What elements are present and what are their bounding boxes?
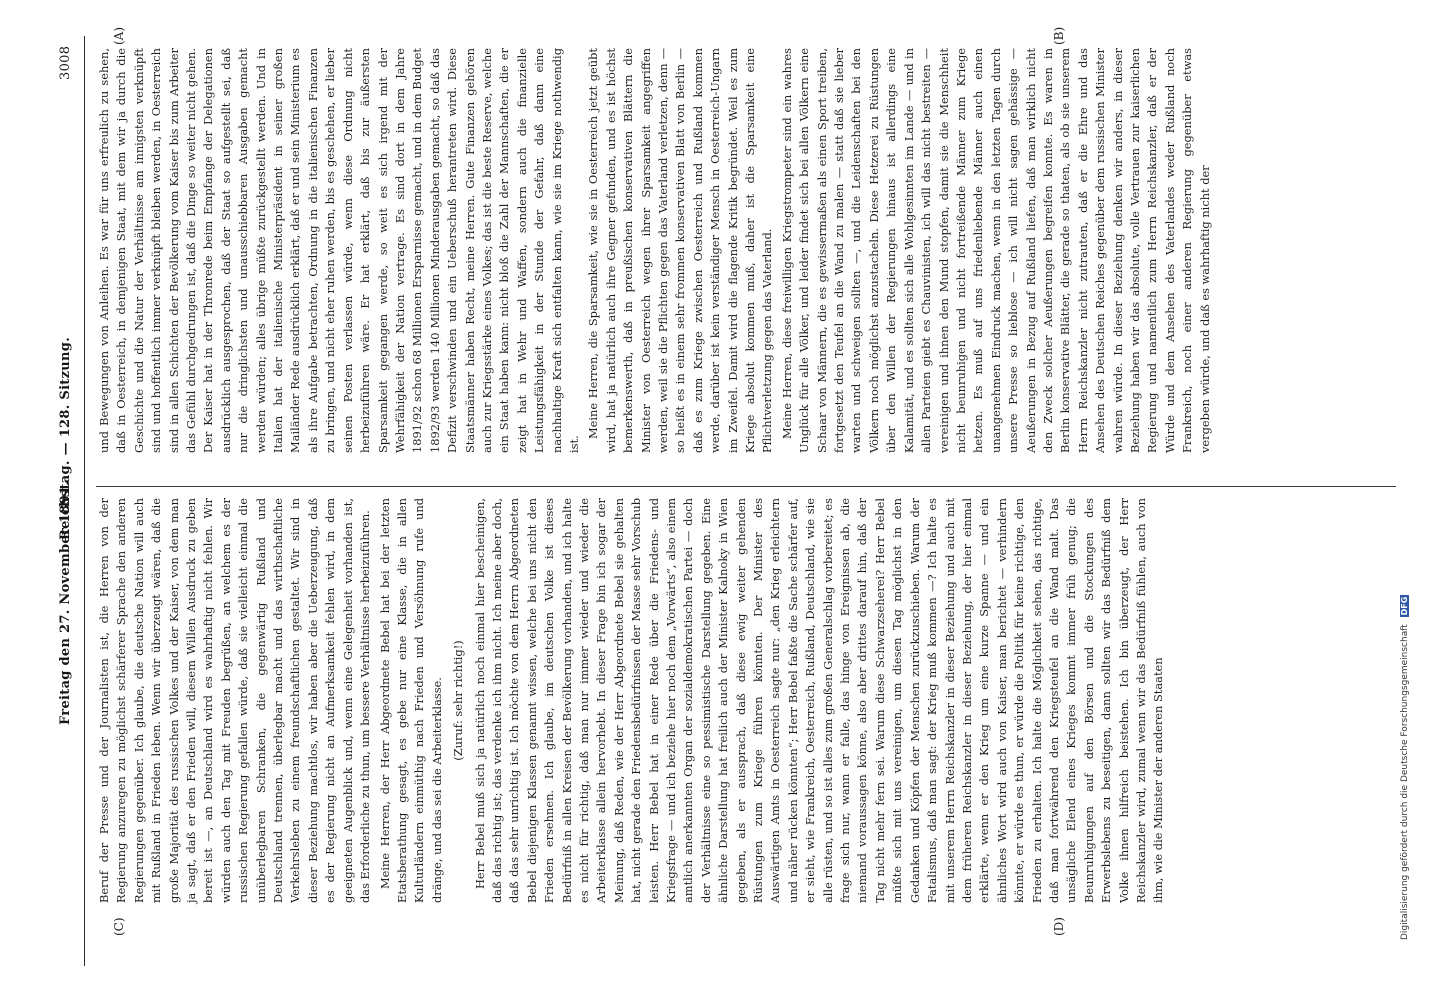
right-paragraph-2: Meine Herren, der Herr Abgeordnete Bebel hat bei der letzten Etatsberathung gesagt, es gebe nur eine Klasse, die in allen Kulturländern einmüthig nach Frieden und Versöhnung rufe und dränge, und das sei die Arbeiterklasse. <box>377 498 444 903</box>
margin-mark-a: (A) <box>112 26 126 45</box>
credit-text: Digitalisierung gefördert durch die Deutsche Forschungsgemeinschaft <box>1400 624 1410 940</box>
page-number: 3008 <box>58 45 73 80</box>
header-rule <box>84 36 85 966</box>
left-text-column <box>96 48 1216 453</box>
interjection: (Zuruf: sehr richtig!) <box>451 640 466 761</box>
session-title: Reichstag. — 128. Sitzung. <box>58 336 73 540</box>
left-paragraph-1: und Bewegungen von Anleihen. Es war für uns erfreulich zu sehen, daß in Oesterreich, in demjenigen Staat, mit dem wir ja durch die Geschichte und die Natur der Verhältnisse am innigsten verknüpft sind und hoffentlich immer verknüpft bleiben werden, in Oesterreich sind in allen Schichten der Bevölkerung vom Kaiser bis zum Arbeiter das Gefühl durchgedrungen ist, daß die Dinge so weiter nicht gehen. Der Kaiser hat in der Thronrede beim Empfange der Delegationen ausdrücklich ausgesprochen, daß der Staat so aufgestellt sei, daß nur die dringlichsten und unausschiebbaren Ausgaben gemacht werden würden; alles übrige müßte zurückgestellt werden. Und in Italien hat der italienische Ministerpräsident in seiner großen Mailänder Rede ausdrücklich erklärt, daß er und sein Ministerium es als ihre Aufgabe betrachten, Ordnung in die italienischen Finanzen zu bringen, und nicht eher ruhen werden, bis es geschehen, er lieber seinen Posten verlassen würde, wenn diese Ordnung nicht herbeizuführen wäre. Er hat erklärt, daß bis zur äußersten Sparsamkeit gegangen werde, so weit es sich irgend mit der Wehrfähigkeit der Nation vertrage. Es sind dort in dem Jahre 1891/92 schon 68 Millionen Ersparnisse gemacht, und in dem Budget 1892/93 werden 140 Millionen Minderausgaben gemacht, so daß das Defizit verschwinden und ein Ueberschuß herantreten wird. Diese Staatsmänner haben Recht, meine Herren. Gute Finanzen gehören auch zur Kriegsstärke eines Volkes; das ist die beste Reserve, welche ein Staat haben kann: nicht bloß die Zahl der Mannschaften, die er zeigt hat in Wehr und Waffen, sondern auch die finanzielle Leistungsfähigkeit in der Stunde der Gefahr, daß dann eine nachhaltige Kraft sich entfalten kann, wie sie im Kriege nothwendig ist. <box>97 48 581 453</box>
dfg-logo: DFG <box>1400 596 1409 616</box>
left-paragraph-2: Meine Herren, die Sparsamkeit, wie sie in Oesterreich jetzt geübt wird, hat ja natürlich auch ihre Gegner gefunden, und es ist höchst bemerkenswerth, daß in preußischen konservativen Blättern die Minister von Oesterreich wegen ihrer Sparsamkeit angegriffen werden, weil sie die Pflichten gegen das Vaterland verletzen, denn — so heißt es in einem sehr frommen konservativen Blatt von Berlin — daß es zum Kriege zwischen Oesterreich und Rußland kommen werde, darüber ist kein verständiger Mensch in Oesterreich-Ungarn im Zweifel. Damit wird die flagende Kritik begründet. Weil es zum Kriege absolut kommen muß, daher ist die Sparsamkeit eine Pflichtverletzung gegen das Vaterland. <box>586 48 775 453</box>
right-paragraph-3: Herr Bebel muß sich ja natürlich noch einmal hier bescheinigen, daß das richtig ist; das verdenke ich ihm nicht. Ich meine aber doch, daß das sehr unrichtig ist. Ich möchte von dem Herrn Abgeordneten Bebel diejenigen Klassen genannt wissen, welche bei uns nicht den Frieden ersehnen. Ich glaube, im deutschen Volke ist dieses Bedürfniß in allen Kreisen der Bevölkerung vorhanden, und ich halte es nicht für richtig, daß man nur immer wieder und wieder die Arbeiterklasse allein hervorhebt. In dieser Frage bin ich sogar der Meinung, daß Reden, wie der Herr Abgeordnete Bebel sie gehalten hat, nicht gerade den Friedensbedürfnissen der Masse sehr Vorschub leisten. Herr Bebel hat in einer Rede über die Friedens- und Kriegsfrage — und ich beziehe hier noch dem „Vorwärts“, also einem amtlich anerkannten Organ der sozialdemokratischen Partei — doch der Verhältnisse eine so pessimistische Darstellung gegeben. Eine ähnliche Darstellung hat freilich auch der Minister Kalnoky in Wien gegeben, als er aussprach, daß diese ewig weiter gehenden Rüstungen zum Kriege führen könnten. Der Minister des Auswärtigen Amts in Oesterreich sagte nur: „den Krieg erleichtern und näher rücken könnten“; Herr Bebel faßte die Sache schärfer auf, er sieht, wie Frankreich, Oesterreich, Rußland, Deutschland, wie sie alle rüsten, und so ist alles zum großen Generalschlag vorbereitet; es frage sich nur, wann er falle, das hinge von Ereignissen ab, die niemand voraussagen könne, also aber drittes darauf hin, daß der Tag nicht mehr fern sei. Warum diese Schwarzseherei? Herr Bebel müßte sich mit uns vereinigen, um diesen Tag möglichst in den Gedanken und Köpfen der Menschen zurückzuschieben. Warum der Fatalismus, daß man sagt: der Krieg muß kommen —? Ich halte es mit unserem Herrn Reichskanzler in dieser Beziehung und auch mit dem früheren Reichskanzler in dieser Beziehung, der hier einmal erklärte, wenn er den Krieg um eine kurze Spanne — und ein ähnliches Wort wird auch von Kaiser, man berichtet — verhindern könnte, er würde es thun, er würde die Politik für keine richtige, den Frieden zu erhalten. Ich halte die Möglichkeit sehen, das richtige, daß man fortwährend den Kriegsteufel an die Wand malt. Das unsägliche Elend eines Krieges kommt immer früh genug; die Beunruhigungen auf den Börsen und die Stockungen des Erwerbslebens zu beseitigen, dann sollten wir das Bedürfniß dem Volke ihnen hilfreich beistehen. Ich bin überzeugt, der Herr Reichskanzler wird, zumal wenn wir das Bedürfniß fühlen, auch von ihm, wie die Minister der anderen Staaten <box>472 498 1166 903</box>
session-date: Freitag den 27. November 1891. <box>58 480 73 725</box>
left-paragraph-3: Meine Herren, diese freiwilligen Kriegstrompeter sind ein wahres Unglück für alle Völker, und leider findet sich bei allen Völkern eine Schaar von Männern, die es gewissermaßen als einen Sport treiben, fortgesetzt den Teufel an die Wand zu malen — statt daß sie lieber warten und schweigen sollten —, und die Leidenschaften bei den Völkern noch möglichst anzustacheln. Diese Hetzerei zu Rüstungen über den Willen der Regierungen hinaus ist allerdings eine Kalamität, und es sollten sich alle Wohlgesinnten im Lande — und in allen Parteien giebt es Chauvinisten, ich will das nicht bestreiten — vereinigen und ihnen den Mund stopfen, damit sie die Menschheit nicht beunruhigen und nicht fortreißende Männer zum Kriege hetzen. Es muß auf uns friedenliebende Männer auch einen unangenehmen Eindruck machen, wenn in den letzten Tagen durch unsere Presse so lieblose — ich will nicht sagen gehässige — Aeußerungen in Bezug auf Rußland liefen, daß man wirklich nicht den Zweck solcher Aeußerungen begreifen konnte. Es waren in Berlin konservative Blätter, die gerade so thaten, als ob sie unserem Herrn Reichskanzler nicht zutrauten, daß er die Ehre und das Ansehen des Deutschen Reiches gegenüber dem russischen Minister wahren würde. In dieser Beziehung denken wir anders, in dieser Beziehung haben wir das absolute, volle Vertrauen zur kaiserlichen Regierung und namentlich zum Herrn Reichskanzler, daß er der Würde und dem Ansehen des Vaterlandes weder Rußland noch Frankreich, noch einer anderen Regierung gegenüber etwas vergeben würde, und daß es wahrhaftig nicht der <box>779 48 1212 453</box>
right-text-column <box>96 498 1170 903</box>
margin-mark-d: (D) <box>1052 917 1066 936</box>
margin-mark-b: (B) <box>1052 26 1066 45</box>
column-divider <box>96 486 1396 487</box>
margin-mark-c: (C) <box>112 917 126 936</box>
digitization-credit <box>1400 595 1410 940</box>
right-paragraph-1: Beruf der Presse und der Journalisten ist, die Herren von der Regierung anzuregen zu möglichst schärferer Sprache den anderen Regierungen gegenüber. Ich glaube, die deutsche Nation will auch mit Rußland in Frieden leben. Wenn wir überzeugt wären, daß die große Majorität des russischen Volkes und der Kaiser, von dem man ja sagt, daß er den Frieden will, diesem Willen Ausdruck zu geben bereit ist —, an Deutschland wird es wahrhaftig nicht fehlen. Wir würden auch den Tag mit Freuden begrüßen, an welchem es der russischen Regierung gefallen würde, daß sie vielleicht einmal die unüberlegbaren Schranken, die gegenwärtig Rußland und Deutschland trennen, überlegbar macht und das wirthschaftliche Verkehrsleben zu einem freundschaftlichen gestaltet. Wir sind in dieser Beziehung machtlos, wir haben aber die Ueberzeugung, daß es der Regierung nicht an Aufmerksamkeit fehlen wird, in dem geeigneten Augenblick und, wenn eine Gelegenheit vorhanden ist, das Erforderliche zu thun, um bessere Verhältnisse herbeizuführen. <box>97 498 373 903</box>
